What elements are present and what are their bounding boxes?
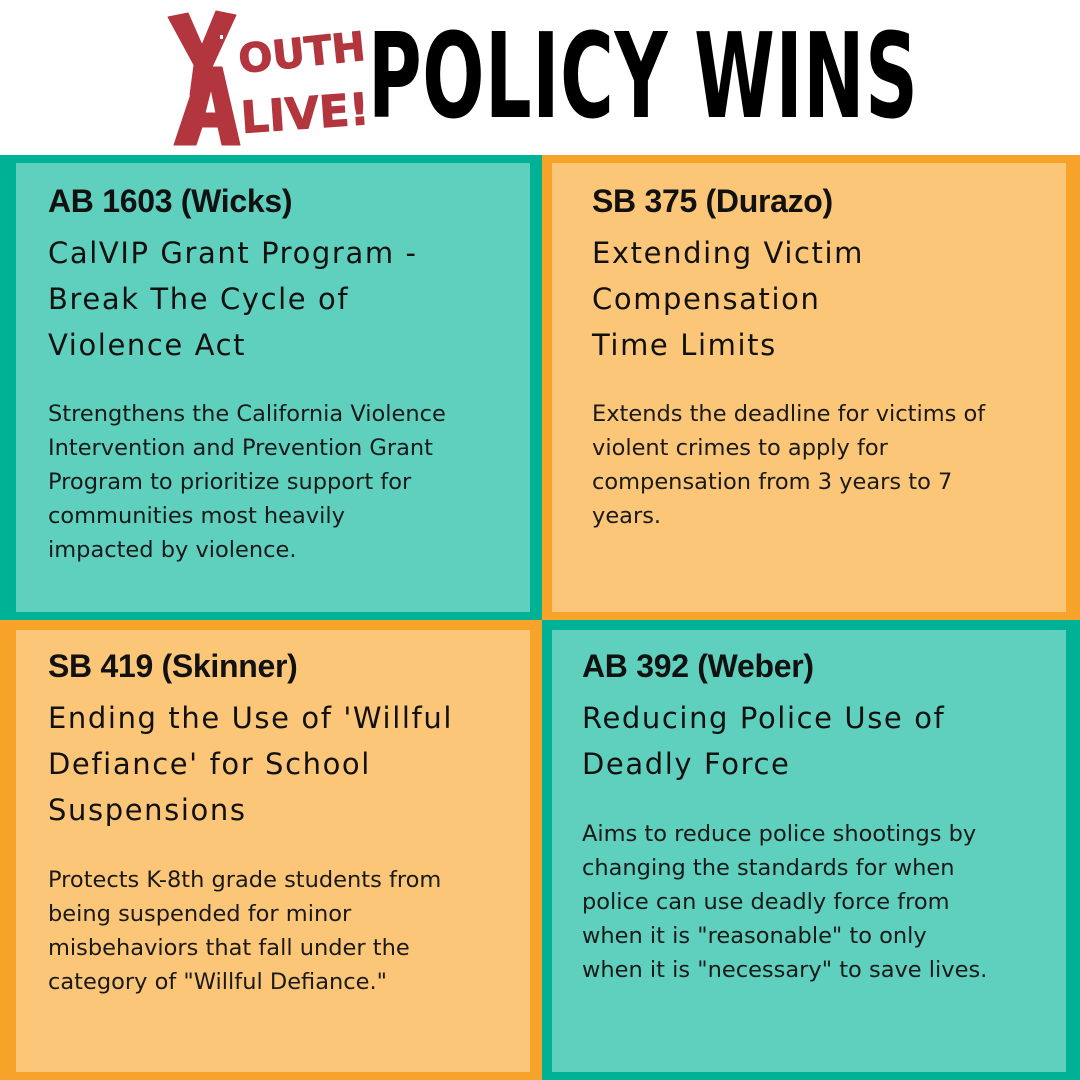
card-ab-1603 [16,163,530,612]
description-line: when it is "necessary" to save lives. [582,957,988,983]
svg-text:LIVE!: LIVE! [239,84,372,144]
bill-title-line: Suspensions [48,793,247,827]
bill-description [592,397,985,533]
description-line: changing the standards for when [582,855,955,881]
card-ab-392 [552,630,1066,1072]
description-line: communities most heavily [48,503,345,529]
bill-title-line: Violence Act [48,328,247,362]
description-line: Aims to reduce police shootings by [582,821,977,847]
page-title: POLICY WINS [368,7,919,145]
bill-title-line: Ending the Use of 'Willful [48,701,453,735]
description-line: police can use deadly force from [582,889,950,915]
card-frame-ab-1603 [0,155,542,620]
bill-name: AB 392 (Weber) [582,648,814,684]
card-sb-419 [16,630,530,1072]
bill-title [592,230,864,368]
bill-title-line: Compensation [592,282,821,316]
description-line: Program to prioritize support for [48,469,412,495]
description-line: compensation from 3 years to 7 [592,469,953,495]
bill-title-line: Time Limits [592,328,777,362]
card-frame-ab-392 [542,620,1080,1080]
description-line: Extends the deadline for victims of [592,401,986,427]
header [0,0,1080,155]
logo-text [160,5,350,150]
description-line: Strengthens the California Violence [48,401,446,427]
description-line: Intervention and Prevention Grant [48,435,433,461]
youth-alive-logo [160,5,372,150]
bill-description [48,863,441,999]
bill-title-line: Extending Victim [592,236,865,270]
description-line: misbehaviors that fall under the [48,935,410,961]
bill-title-line: CalVIP Grant Program - [48,236,418,270]
description-line: when it is "reasonable" to only [582,923,927,949]
bill-title-line: Break The Cycle of [48,282,350,316]
bill-title-line: Reducing Police Use of [582,701,946,735]
description-line: category of "Willful Defiance." [48,969,387,995]
bill-title-line: Defiance' for School [48,747,371,781]
card-frame-sb-419 [0,620,542,1080]
bill-title [48,695,453,833]
card-frame-sb-375 [542,155,1080,620]
description-line: years. [592,503,662,529]
bill-description [48,397,446,567]
description-line: being suspended for minor [48,901,352,927]
bill-name: AB 1603 (Wicks) [48,183,293,219]
bill-title [48,230,418,368]
bill-description [582,817,987,987]
bill-title-line: Deadly Force [582,747,791,781]
bill-name: SB 419 (Skinner) [48,648,298,684]
svg-text:OUTH: OUTH [236,23,368,83]
description-line: impacted by violence. [48,537,297,563]
description-line: violent crimes to apply for [592,435,888,461]
bill-name: SB 375 (Durazo) [592,183,833,219]
bill-title [582,695,945,787]
card-sb-375 [552,163,1066,612]
description-line: Protects K-8th grade students from [48,867,442,893]
